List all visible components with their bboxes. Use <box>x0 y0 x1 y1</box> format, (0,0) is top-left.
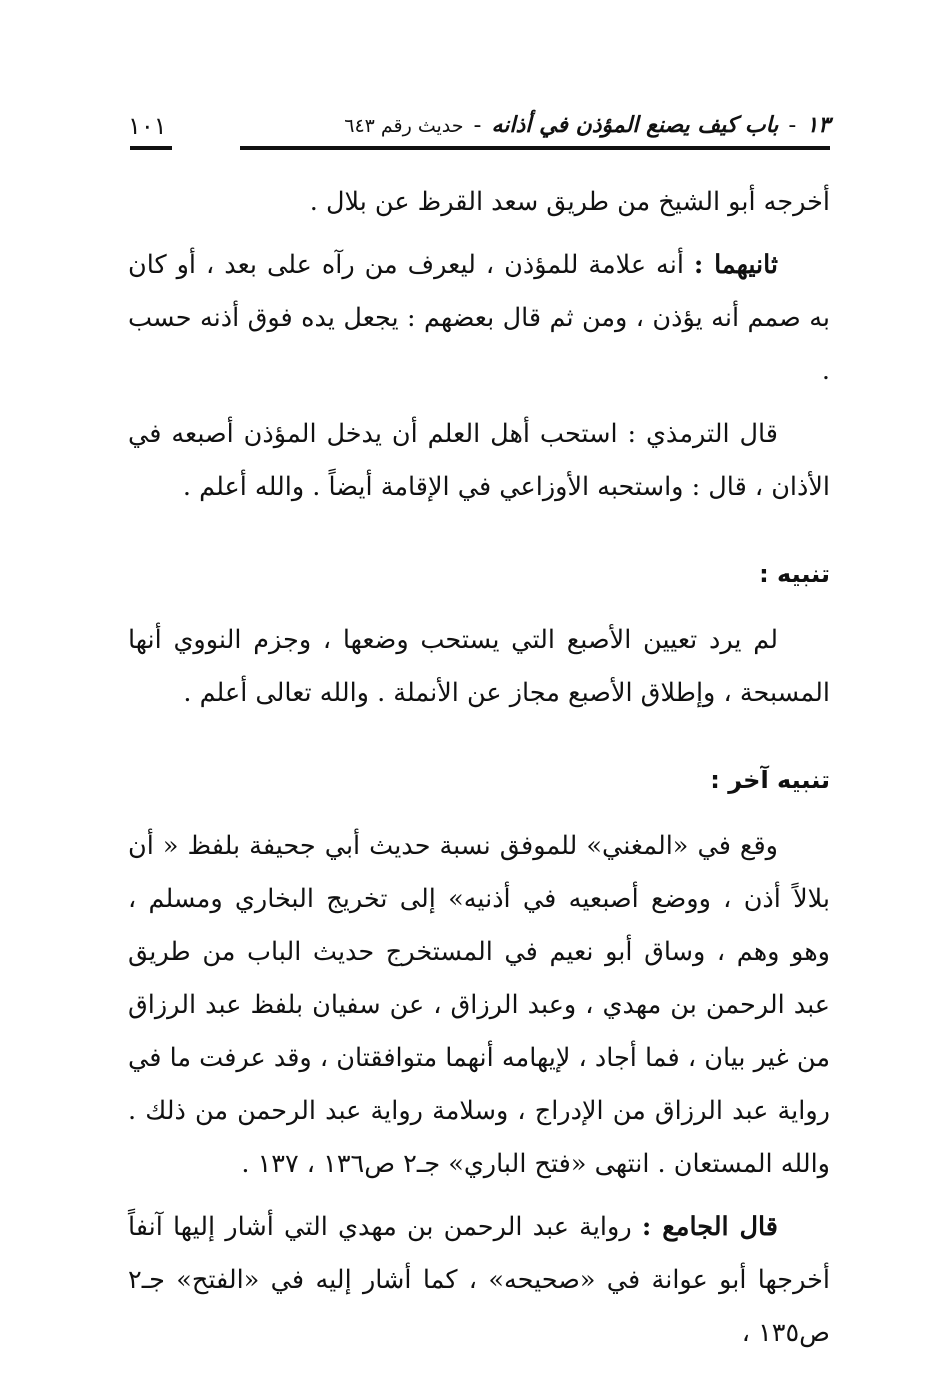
header-rule-left <box>130 146 172 150</box>
paragraph-6 <box>128 1201 830 1360</box>
separator-dash: - <box>788 113 797 138</box>
chapter-number: ١٣ <box>806 113 830 138</box>
another-note-heading: تنبيه آخر : <box>710 766 830 794</box>
header-rule <box>240 146 830 150</box>
chapter-title: باب كيف يصنع المؤذن في أذانه <box>491 113 779 138</box>
main-text <box>128 176 830 1370</box>
paragraph-1: أخرجه أبو الشيخ من طريق سعد القرظ عن بلال . <box>309 187 830 217</box>
page-number-group <box>128 112 167 142</box>
paragraph-6-text: رواية عبد الرحمن بن مهدي التي أشار إليها آنفاً أخرجها أبو عوانة في «صحيحه» ، كما أشار إليه في «الفتح» جـ٢ ص١٣٥ ، <box>128 1212 830 1348</box>
page-number: ١٠١ <box>128 112 167 140</box>
separator-dash: - <box>473 113 482 138</box>
chapter-heading <box>344 113 830 142</box>
paragraph-2 <box>128 239 830 398</box>
paragraph-5: وقع في «المغني» للموفق نسبة حديث أبي جحيفة بلفظ « أن بلالاً أذن ، ووضع أصبعيه في أذنيه» إلى تخريج البخاري ومسلم ، وهو وهم ، وساق أبو نعيم في المستخرج حديث الباب من طريق عبد الرحمن بن مهدي ، وعبد الرزاق ، عن سفيان بلفظ عبد الرزاق من غير بيان ، فما أجاد ، لإيهامه أنهما متوافقتان ، وقد عرفت ما في رواية عبد الرزاق من الإدراج ، وسلامة رواية عبد الرحمن من ذلك . والله المستعان . انتهى «فتح الباري» جـ٢ ص١٣٦ ، ١٣٧ . <box>128 831 830 1179</box>
paragraph-2-text: أنه علامة للمؤذن ، ليعرف من رآه على بعد ، أو كان به صمم أنه يؤذن ، ومن ثم قال بعضهم : يجعل يده فوق أذنه حسب . <box>128 250 830 386</box>
paragraph-3: قال الترمذي : استحب أهل العلم أن يدخل المؤذن أصبعه في الأذان ، قال : واستحبه الأوزاعي في الإقامة أيضاً . والله أعلم . <box>128 419 830 502</box>
running-header <box>128 100 830 142</box>
paragraph-6-lead: قال الجامع : <box>641 1212 778 1242</box>
hadith-number: حديث رقم ٦٤٣ <box>344 115 464 137</box>
note-heading: تنبيه : <box>759 560 830 588</box>
paragraph-2-lead: ثانيهما : <box>693 250 778 280</box>
paragraph-4: لم يرد تعيين الأصبع التي يستحب وضعها ، وجزم النووي أنها المسبحة ، وإطلاق الأصبع مجاز عن الأنملة . والله تعالى أعلم . <box>128 625 830 708</box>
